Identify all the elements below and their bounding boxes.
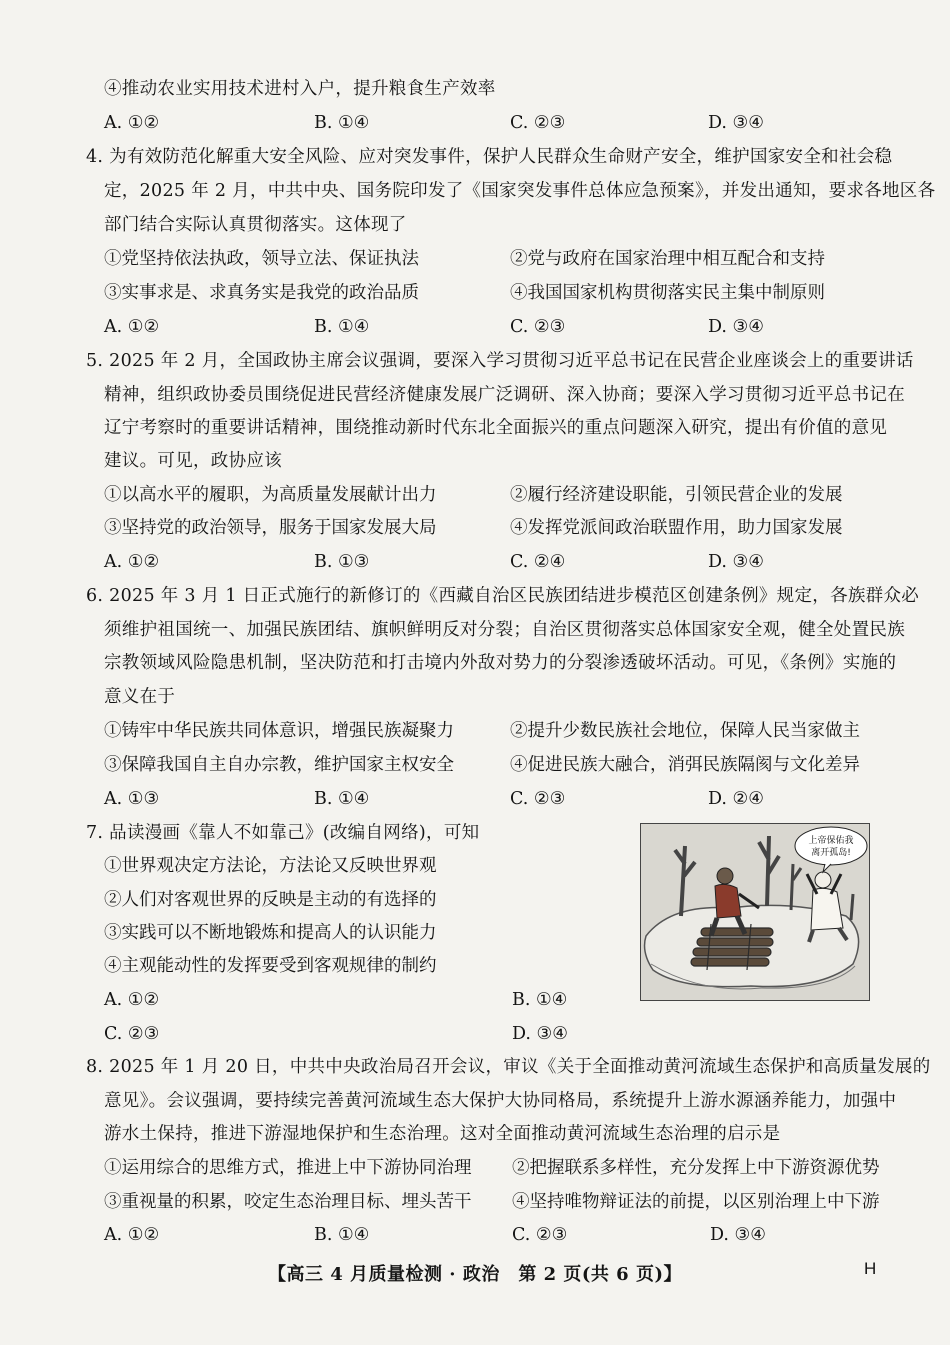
question-8-stem: 游水土保持，推进下游湿地保护和生态治理。这对全面推动黄河流域生态治理的启示是: [104, 1124, 781, 1144]
option-b: B. ①④: [314, 113, 370, 133]
item-line: ④推动农业实用技术进村入户，提升粮食生产效率: [104, 79, 496, 99]
item-1: ①党坚持依法执政，领导立法、保证执法: [104, 249, 419, 269]
question-7-stem: 7. 品读漫画《靠人不如靠己》(改编自网络)，可知: [86, 823, 480, 843]
option-b: B. ①④: [314, 317, 370, 337]
option-c: C. ②③: [510, 317, 566, 337]
item-4: ④发挥党派间政治联盟作用，助力国家发展: [510, 518, 843, 538]
question-6-stem: 意义在于: [104, 687, 176, 707]
item-2: ②提升少数民族社会地位，保障人民当家做主: [510, 721, 860, 741]
question-5-stem: 精神，组织政协委员围绕促进民营经济健康发展广泛调研、深入协商；要深入学习贯彻习近平总书记在: [104, 385, 905, 405]
item-3: ③坚持党的政治领导，服务于国家发展大局: [104, 518, 437, 538]
question-5-stem: 5. 2025 年 2 月，全国政协主席会议强调，要深入学习贯彻习近平总书记在民营企业座谈会上的重要讲话: [86, 351, 914, 371]
question-5-stem: 辽宁考察时的重要讲话精神，围绕推动新时代东北全面振兴的重点问题深入研究，提出有价值的意见: [104, 418, 888, 438]
comic-drawing: [641, 824, 869, 1000]
question-8-stem: 8. 2025 年 1 月 20 日，中共中央政治局召开会议，审议《关于全面推动黄河流域生态保护和高质量发展的: [86, 1057, 931, 1077]
item-3: ③重视量的积累，咬定生态治理目标、埋头苦干: [104, 1192, 472, 1212]
item-1: ①以高水平的履职，为高质量发展献计出力: [104, 485, 437, 505]
option-a: A. ①②: [104, 317, 160, 337]
option-d: D. ③④: [708, 317, 764, 337]
item-3: ③实践可以不断地锻炼和提高人的认识能力: [104, 923, 437, 943]
item-4: ④促进民族大融合，消弭民族隔阂与文化差异: [510, 755, 860, 775]
option-d: D. ③④: [512, 1024, 568, 1044]
option-b: B. ①④: [314, 789, 370, 809]
item-4: ④坚持唯物辩证法的前提，以区别治理上中下游: [512, 1192, 880, 1212]
option-d: D. ②④: [708, 789, 764, 809]
comic-bubble-text: 上帝保佑我: [808, 836, 854, 846]
item-2: ②人们对客观世界的反映是主动的有选择的: [104, 890, 437, 910]
item-1: ①铸牢中华民族共同体意识，增强民族凝聚力: [104, 721, 454, 741]
option-a: A. ①②: [104, 113, 160, 133]
option-d: D. ③④: [710, 1225, 766, 1245]
question-5-stem: 建议。可见，政协应该: [104, 451, 282, 471]
item-2: ②把握联系多样性，充分发挥上中下游资源优势: [512, 1158, 880, 1178]
option-c: C. ②③: [512, 1225, 568, 1245]
page-footer: 【高三 4 月质量检测 · 政治 第 2 页(共 6 页)】: [267, 1264, 682, 1285]
option-c: C. ②③: [510, 113, 566, 133]
option-c: C. ②③: [510, 789, 566, 809]
option-c: C. ②③: [104, 1024, 160, 1044]
option-a: A. ①②: [104, 1225, 160, 1245]
option-b: B. ①④: [512, 990, 568, 1010]
question-4-stem: 定，2025 年 2 月，中共中央、国务院印发了《国家突发事件总体应急预案》，并发出通知，要求各地区各: [104, 181, 936, 201]
question-6-stem: 须维护祖国统一、加强民族团结、旗帜鲜明反对分裂；自治区贯彻落实总体国家安全观，健全处置民族: [104, 620, 905, 640]
question-6-stem: 宗教领域风险隐患机制，坚决防范和打击境内外敌对势力的分裂渗透破坏活动。可见，《条例》实施的: [104, 653, 897, 673]
question-4-stem: 4. 为有效防范化解重大安全风险、应对突发事件，保护人民群众生命财产安全，维护国家安全和社会稳: [86, 147, 893, 167]
question-4-stem: 部门结合实际认真贯彻落实。这体现了: [104, 215, 407, 235]
item-1: ①世界观决定方法论，方法论又反映世界观: [104, 856, 437, 876]
item-4: ④我国国家机构贯彻落实民主集中制原则: [510, 283, 825, 303]
item-3: ③实事求是、求真务实是我党的政治品质: [104, 283, 419, 303]
item-3: ③保障我国自主自办宗教，维护国家主权安全: [104, 755, 454, 775]
question-6-stem: 6. 2025 年 3 月 1 日正式施行的新修订的《西藏自治区民族团结进步模范区创建条例》规定，各族群众必: [86, 586, 920, 606]
option-d: D. ③④: [708, 113, 764, 133]
option-d: D. ③④: [708, 552, 764, 572]
item-2: ②党与政府在国家治理中相互配合和支持: [510, 249, 825, 269]
footer-mark: H: [864, 1259, 877, 1278]
option-c: C. ②④: [510, 552, 566, 572]
option-a: A. ①②: [104, 990, 160, 1010]
option-b: B. ①③: [314, 552, 370, 572]
comic-illustration: [640, 823, 870, 1001]
question-8-stem: 意见》。会议强调，要持续完善黄河流域生态大保护大协同格局，系统提升上游水源涵养能力，加强中: [104, 1091, 897, 1111]
comic-bubble-text: 离开孤岛!: [811, 848, 851, 858]
item-4: ④主观能动性的发挥要受到客观规律的制约: [104, 956, 437, 976]
item-2: ②履行经济建设职能，引领民营企业的发展: [510, 485, 843, 505]
item-1: ①运用综合的思维方式，推进上中下游协同治理: [104, 1158, 472, 1178]
option-a: A. ①③: [104, 789, 160, 809]
option-a: A. ①②: [104, 552, 160, 572]
option-b: B. ①④: [314, 1225, 370, 1245]
